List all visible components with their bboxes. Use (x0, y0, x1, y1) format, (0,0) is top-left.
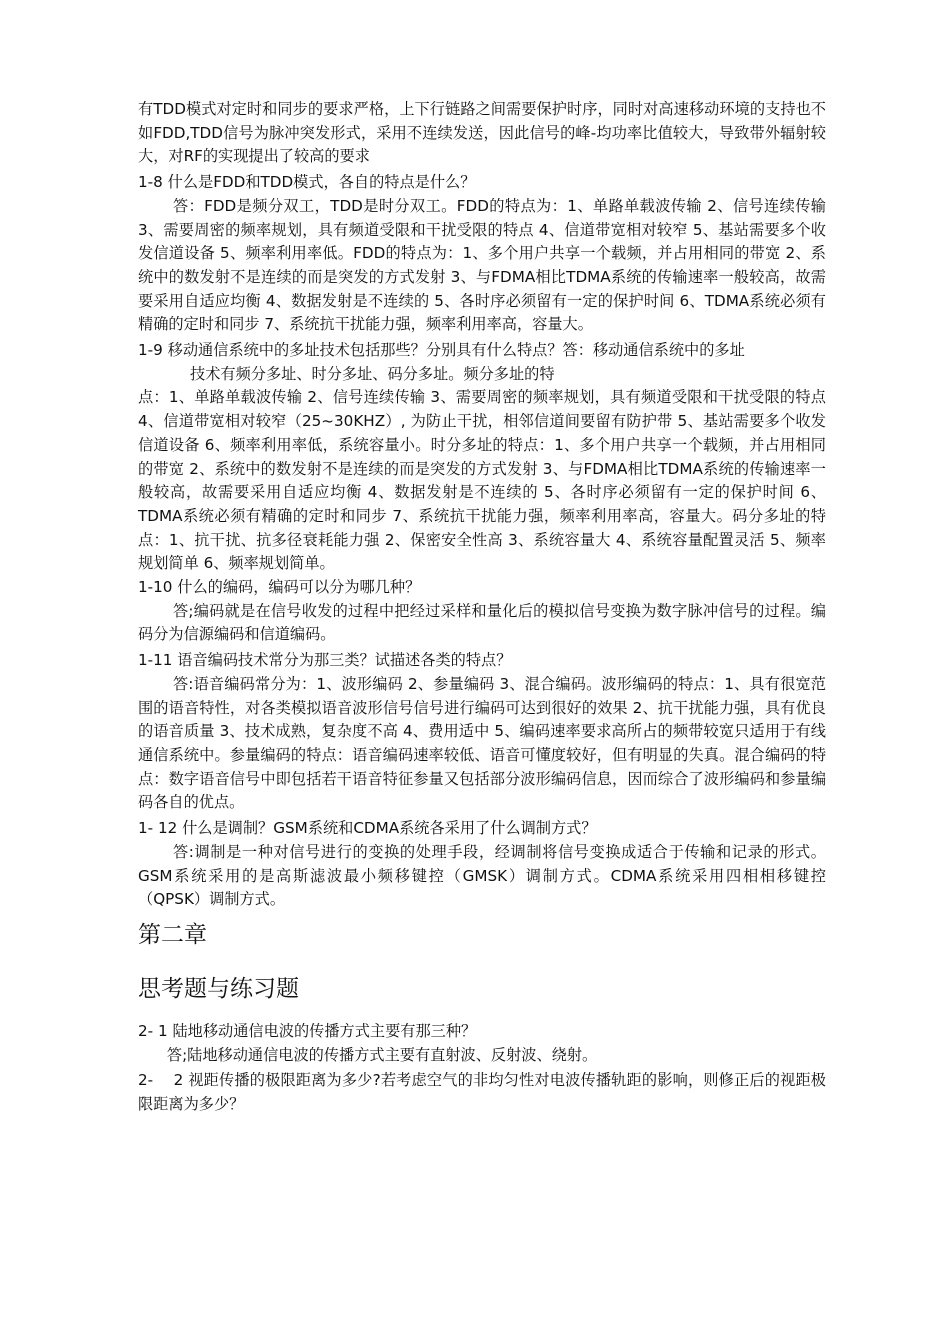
question-1-10: 1-10 什么的编码，编码可以分为哪几种？ (138, 578, 421, 597)
answer-1-8: 答：FDD是频分双工，TDD是时分双工。FDD的特点为：1、单路单载波传输 2、信号连续传输 3、需要周密的频率规划，具有频道受限和干扰受限的特点 4、信道带宽相对较窄 5、基站需要多个收发信道设备 5、频率利用率低。FDD的特点为：1、多个用户共享一个载频，并占用相同的带宽 2、系统中的数发射不是连续的而是突发的方式发射 3、与FDMA相比TDMA系统的传输速率一般较高，故需要采用自适应均衡 4、数据发射是不连续的 5、各时序必须留有一定的保护时间 6、TDMA系统必须有精确的定时和同步 7、系统抗干扰能力强，频率利用率高，容量大。 (138, 196, 826, 334)
answer-2-1: 答;陆地移动通信电波的传播方式主要有直射波、反射波、绕射。 (166, 1045, 598, 1064)
question-1-9-continuation: 技术有频分多址、时分多址、码分多址。频分多址的特 (190, 364, 555, 383)
answer-1-10: 答;编码就是在信号收发的过程中把经过采样和量化后的模拟信号变换为数字脉冲信号的过程。编码分为信源编码和信道编码。 (138, 601, 826, 644)
question-2-2: 2- 2 视距传播的极限距离为多少?若考虑空气的非均匀性对电波传播轨距的影响，则修正后的视距极限距离为多少？ (138, 1071, 826, 1114)
question-1-11: 1-11 语音编码技术常分为那三类？试描述各类的特点？ (138, 651, 512, 670)
answer-1-9: 点：1、单路单载波传输 2、信号连续传输 3、需要周密的频率规划，具有频道受限和干扰受限的特点 4、信道带宽相对较窄（25~30KHZ）, 为防止干扰，相邻信道间要留有防护带 5、基站需要多个收发信道设备 6、频率利用率低，系统容量小。时分多址的特点：1、多个用户共享一个载频，并占用相同的带宽 2、系统中的数发射不是连续的而是突发的方式发射 3、与FDMA相比TDMA系统的传输速率一般较高，故需要采用自适应均衡 4、数据发射是不连续的 5、各时序必须留有一定的保护时间 6、TDMA系统必须有精确的定时和同步 7、系统抗干扰能力强，频率利用率高，容量大。码分多址的特点：1、抗干扰、抗多径衰耗能力强 2、保密安全性高 3、系统容量大 4、系统容量配置灵活 5、频率规划简单 6、频率规划简单。 (138, 388, 826, 573)
section-heading: 思考题与练习题 (138, 975, 299, 1002)
question-1-8: 1-8 什么是FDD和TDD模式，各自的特点是什么？ (138, 173, 476, 192)
question-1-12: 1- 12 什么是调制？GSM系统和CDMA系统各采用了什么调制方式？ (138, 819, 597, 838)
document-body (138, 98, 826, 1117)
chapter-heading: 第二章 (138, 921, 207, 948)
paragraph-intro: 有TDD模式对定时和同步的要求严格，上下行链路之间需要保护时序，同时对高速移动环境的支持也不如FDD,TDD信号为脉冲突发形式，采用不连续发送，因此信号的峰-均功率比值较大，导致带外辐射较大，对RF的实现提出了较高的要求 (138, 100, 826, 166)
question-1-9: 1-9 移动通信系统中的多址技术包括那些？分别具有什么特点？答：移动通信系统中的多址 (138, 341, 745, 360)
answer-1-12: 答:调制是一种对信号进行的变换的处理手段，经调制将信号变换成适合于传输和记录的形式。GSM系统采用的是高斯滤波最小频移键控（GMSK）调制方式。CDMA系统采用四相相移键控（QPSK）调制方式。 (138, 842, 826, 909)
question-2-1: 2- 1 陆地移动通信电波的传播方式主要有那三种？ (138, 1021, 477, 1040)
answer-1-11: 答:语音编码常分为：1、波形编码 2、参量编码 3、混合编码。波形编码的特点：1、具有很宽范围的语音特性，对各类模拟语音波形信号信号进行编码可达到很好的效果 2、抗干扰能力强，具有优良的语音质量 3、技术成熟，复杂度不高 4、费用适中 5、编码速率要求高所占的频带较宽只适用于有线通信系统中。参量编码的特点：语音编码速率较低、语音可懂度较好，但有明显的失真。混合编码的特点：数字语音信号中即包括若干语音特征参量又包括部分波形编码信息，因而综合了波形编码和参量编码各自的优点。 (138, 674, 826, 812)
